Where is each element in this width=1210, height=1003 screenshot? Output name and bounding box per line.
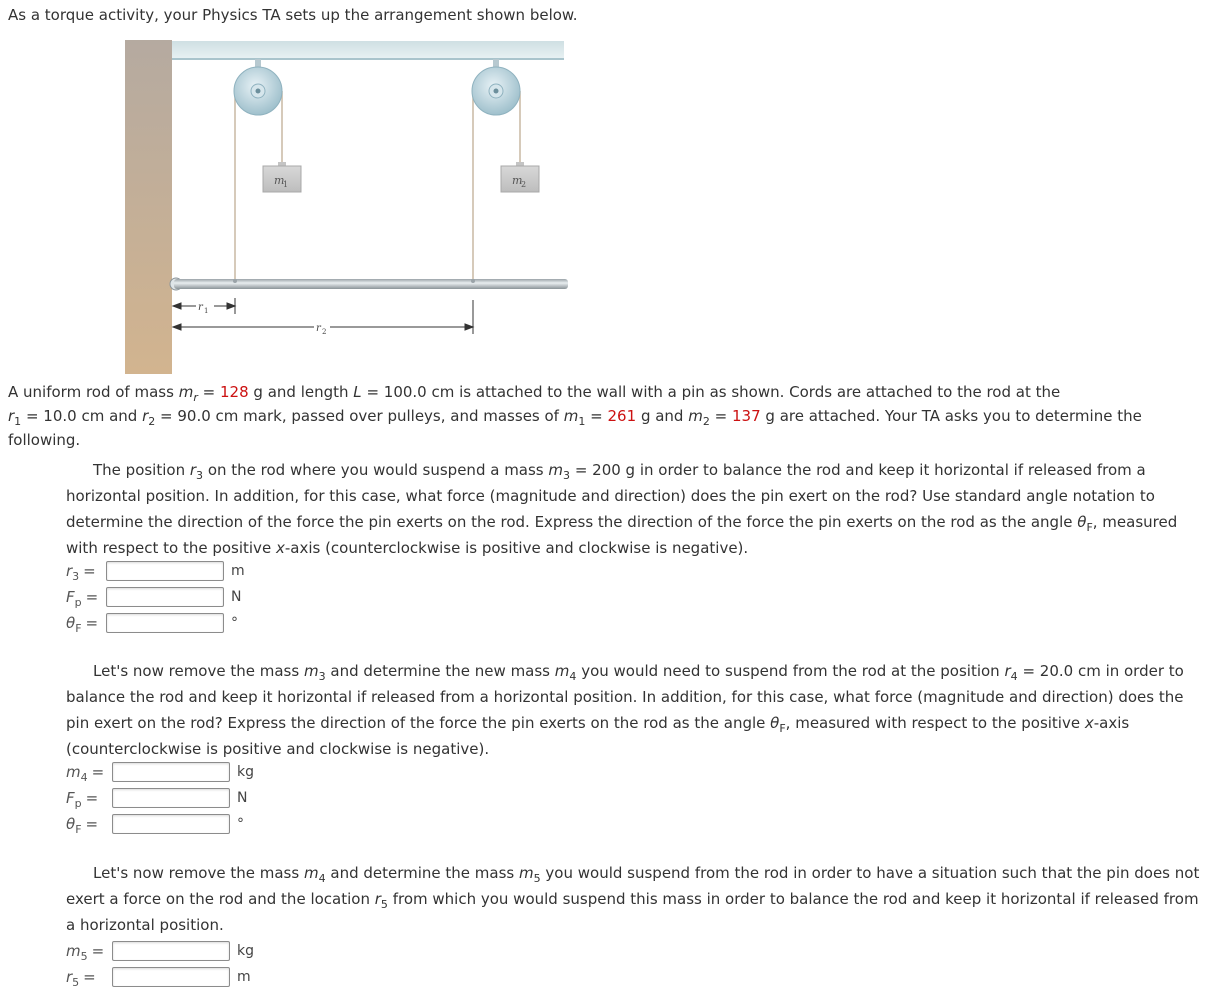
fp1-row bbox=[66, 585, 241, 609]
thetaf2-unit: ° bbox=[237, 816, 244, 832]
svg-text:r: r bbox=[198, 302, 203, 313]
svg-text:1: 1 bbox=[204, 307, 209, 315]
mass-m1 bbox=[263, 162, 301, 192]
torque-figure bbox=[118, 38, 578, 378]
thetaf1-label: $\theta_F$ = bbox=[66, 614, 99, 635]
mr-value: 128 bbox=[220, 383, 249, 401]
r3-input[interactable] bbox=[106, 561, 224, 581]
svg-text:m: m bbox=[274, 174, 285, 187]
ceiling bbox=[172, 41, 564, 59]
m5-unit: kg bbox=[237, 943, 254, 959]
fp2-input[interactable] bbox=[112, 788, 230, 808]
svg-text:r: r bbox=[316, 323, 321, 334]
m5-label: $m_5$ = bbox=[66, 942, 105, 963]
fp1-label: $F_p$ = bbox=[66, 588, 99, 609]
task-1-text: The position $r_3$ on the rod where you would suspend a mass $m_3 = 200$ g in order to balance the rod and keep it horizontal if released from a horizontal position. In addition, for this case, what force (magnitude and direction) does the pin exert on the rod? Use standard angle notation to determine the direction of the force the pin exerts on the rod. Express the direction of the force the pin exerts on the rod as the angle $\theta_F$, measured with respect to the positive x-axis (counterclockwise is positive and clockwise is negative). bbox=[66, 461, 1178, 557]
r5-unit: m bbox=[237, 969, 251, 985]
thetaf1-input[interactable] bbox=[106, 613, 224, 633]
r5-input[interactable] bbox=[112, 967, 230, 987]
r3-label: $r_3$ = bbox=[66, 562, 96, 583]
fp1-unit: N bbox=[231, 589, 242, 605]
r5-label: $r_5$ = bbox=[66, 968, 96, 989]
svg-text:m: m bbox=[512, 174, 523, 187]
r3-row bbox=[66, 559, 245, 583]
m4-row bbox=[66, 760, 254, 784]
svg-text:2: 2 bbox=[322, 328, 327, 336]
r5-row bbox=[66, 965, 251, 989]
fp2-label: $F_p$ = bbox=[66, 789, 99, 810]
r3-unit: m bbox=[231, 563, 245, 579]
svg-text:2: 2 bbox=[521, 180, 527, 189]
rod bbox=[170, 278, 568, 290]
m4-unit: kg bbox=[237, 764, 254, 780]
m5-row bbox=[66, 939, 254, 963]
thetaf1-unit: ° bbox=[231, 615, 238, 631]
thetaf2-label: $\theta_F$ = bbox=[66, 815, 99, 836]
m4-label: $m_4$ = bbox=[66, 763, 105, 784]
fp2-unit: N bbox=[237, 790, 248, 806]
m4-input[interactable] bbox=[112, 762, 230, 782]
m2-value: 137 bbox=[732, 407, 761, 425]
task-2-text: Let's now remove the mass $m_3$ and determine the new mass $m_4$ you would need to suspend from the rod at the position $r_4 = 20.0$ cm in order to balance the rod and keep it horizontal if released from a horizontal position. In addition, for this case, what force (magnitude and direction) does the pin exert on the rod? Express the direction of the force the pin exerts on the rod as the angle $\theta_F$, measured with respect to the positive x-axis (counterclockwise is positive and clockwise is negative). bbox=[66, 662, 1184, 758]
m1-value: 261 bbox=[607, 407, 637, 425]
thetaf2-input[interactable] bbox=[112, 814, 230, 834]
mass-m2 bbox=[501, 162, 539, 192]
wall bbox=[125, 40, 172, 374]
thetaf1-row bbox=[66, 611, 238, 635]
fp1-input[interactable] bbox=[106, 587, 224, 607]
thetaf2-row bbox=[66, 812, 244, 836]
fp2-row bbox=[66, 786, 247, 810]
intro-text: As a torque activity, your Physics TA sets up the arrangement shown below. bbox=[8, 6, 578, 24]
problem-statement: A uniform rod of mass $m_r = 128$ g and length L = 100.0 cm is attached to the wall with a pin as shown. Cords are attached to the rod at the $r_1 = 10.0$ cm and $r_2 = 90.0$ cm mark, passed over pulleys, and masses of $m_1 = 261$ g and $m_2 = 137$ g are attached. Your TA asks you to determine the following. bbox=[8, 383, 1142, 449]
task-3-text: Let's now remove the mass $m_4$ and determine the mass $m_5$ you would suspend from the rod in order to have a situation such that the pin does not exert a force on the rod and the location $r_5$ from which you would suspend this mass in order to balance the rod and keep it horizontal if released from a horizontal position. bbox=[66, 864, 1200, 934]
svg-text:1: 1 bbox=[283, 180, 289, 189]
m5-input[interactable] bbox=[112, 941, 230, 961]
